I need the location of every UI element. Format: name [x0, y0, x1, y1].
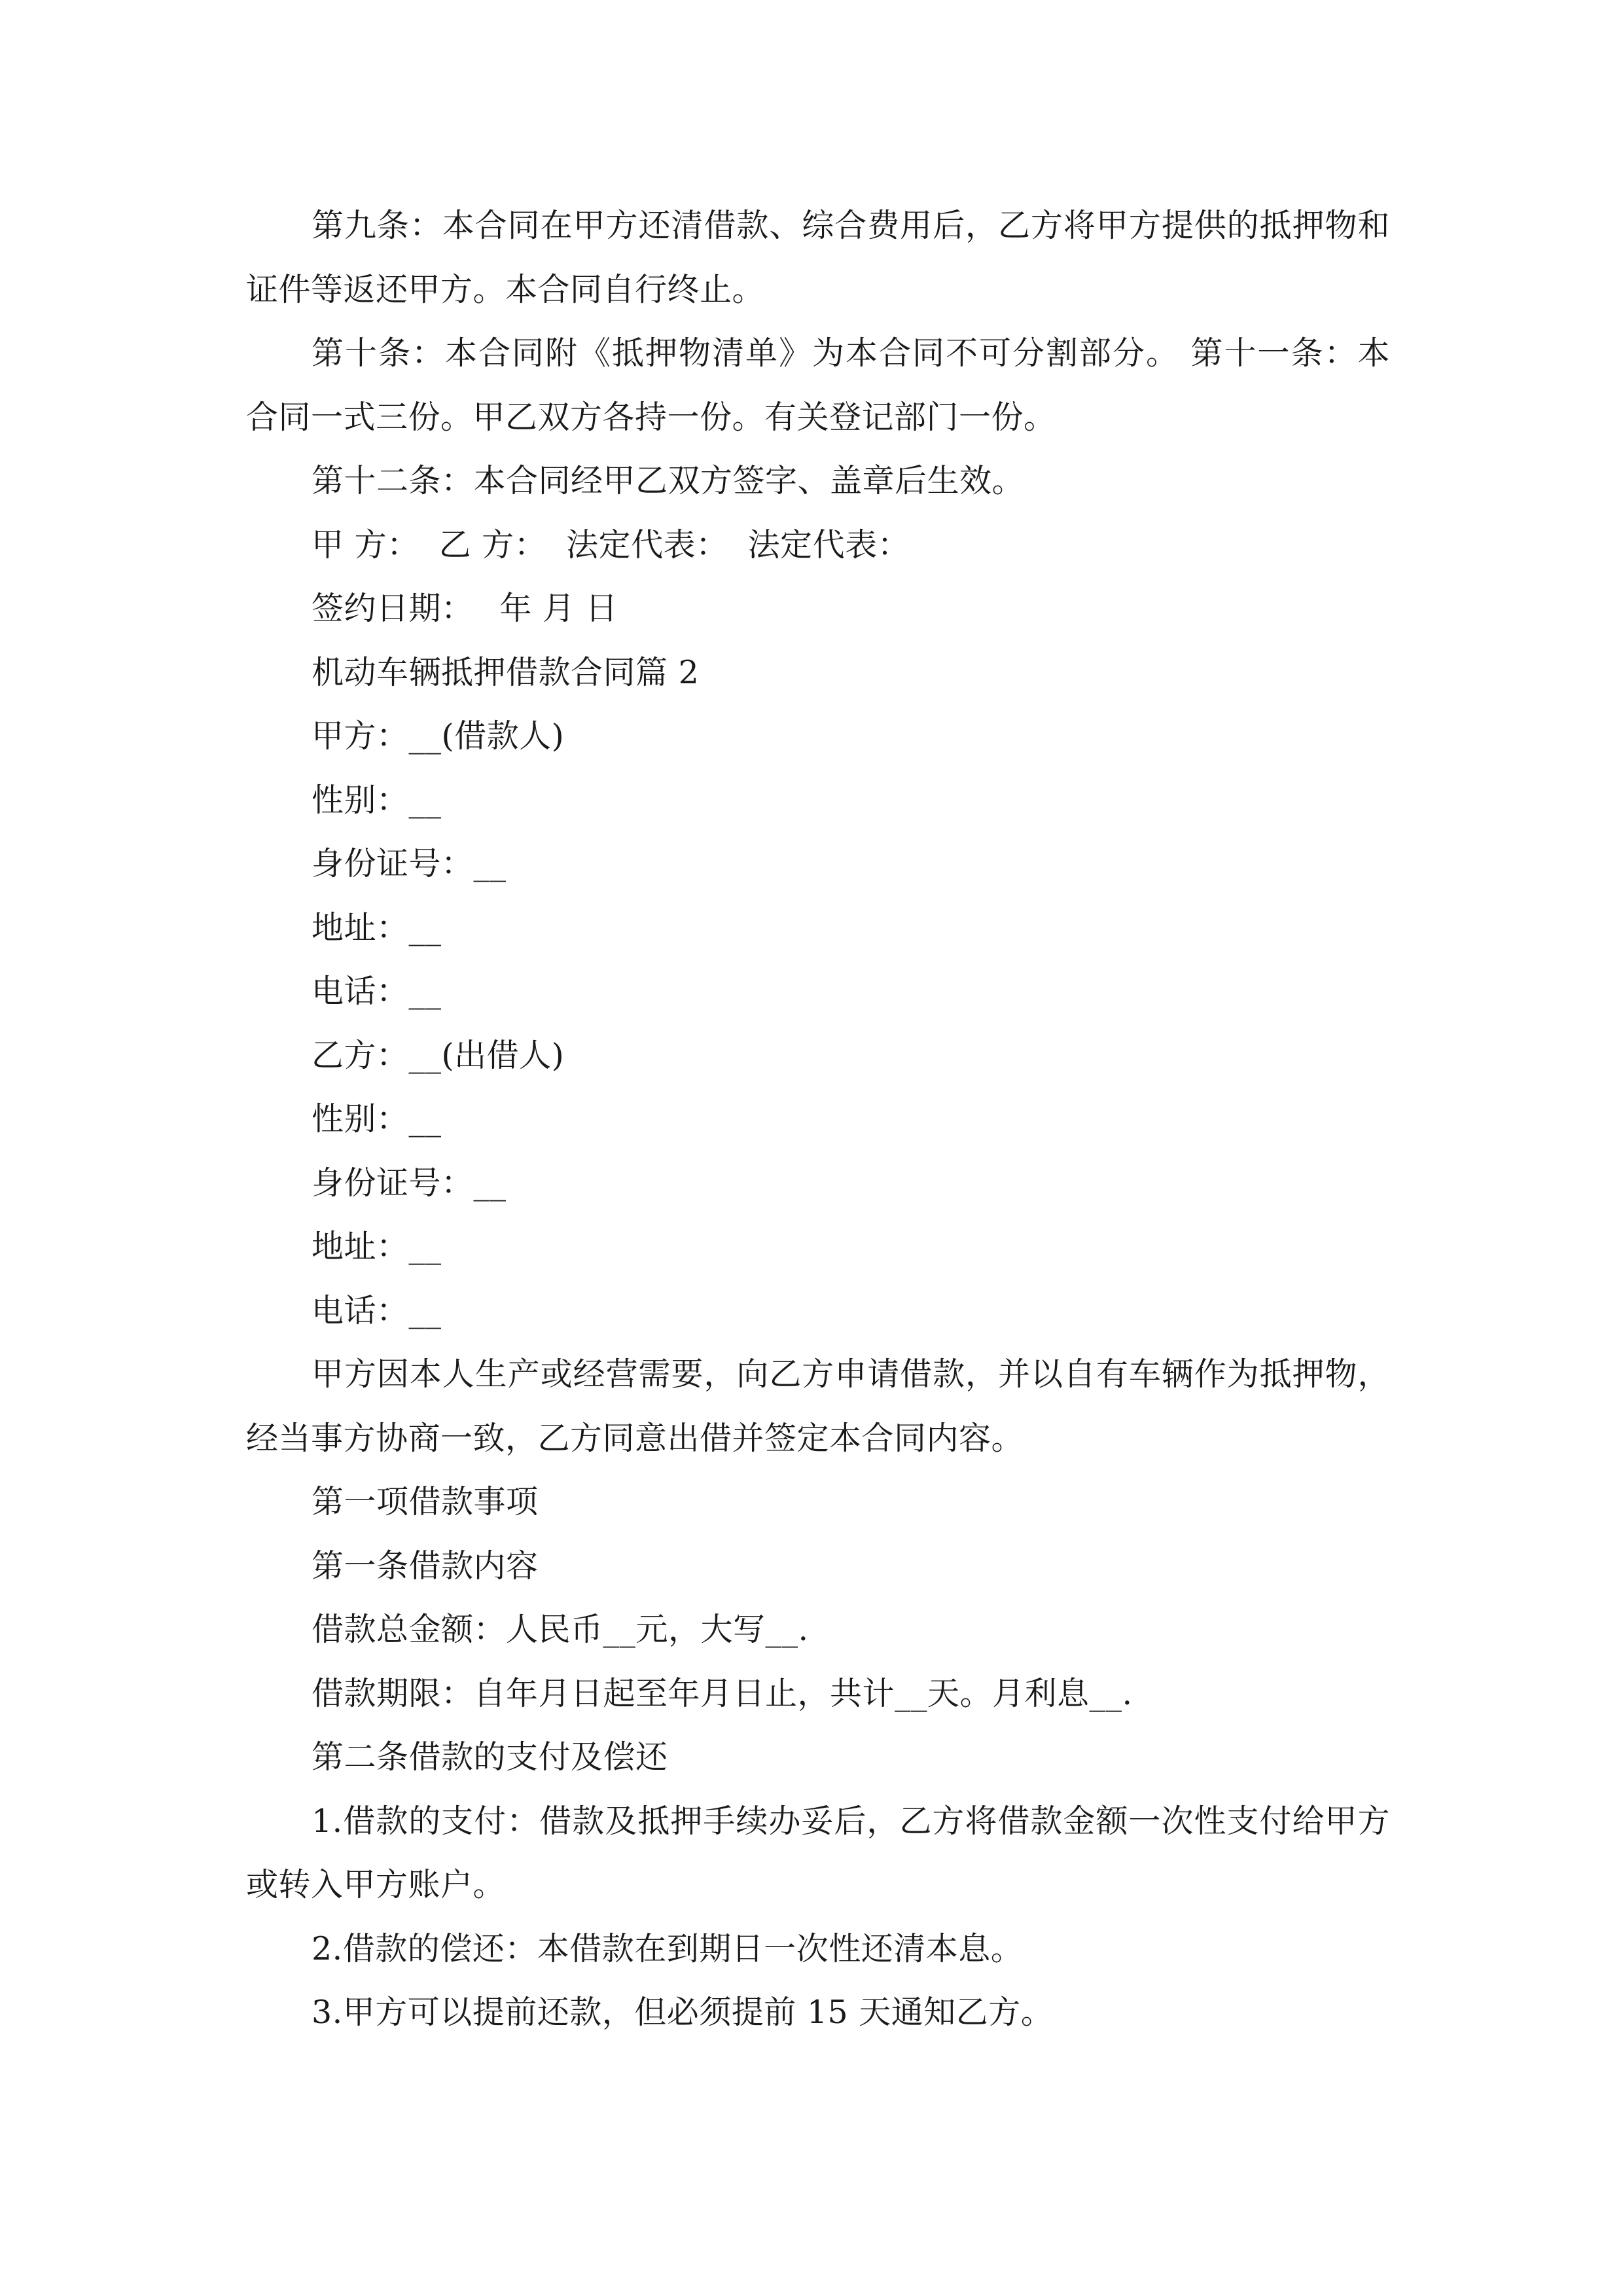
signature-party-a: 甲 方： [312, 526, 419, 564]
party-b-id-number: 身份证号：__ [312, 1164, 507, 1202]
signature-row [246, 513, 1390, 577]
signing-date-value: 年 月 日 [499, 590, 618, 627]
article-9-line-2: 证件等返还甲方。本合同自行终止。 [246, 270, 765, 308]
article-10-line-1: 第十条：本合同附《抵押物清单》为本合同不可分割部分。 第十一条：本 [312, 334, 1390, 372]
party-a: 甲方：__(借款人) [312, 717, 565, 755]
clause-1-title: 第一条借款内容 [312, 1547, 539, 1585]
intro-line-1: 甲方因本人生产或经营需要，向乙方申请借款，并以自有车辆作为抵押物， [312, 1355, 1390, 1393]
party-b-address: 地址：__ [312, 1228, 442, 1265]
clause-2-title: 第二条借款的支付及偿还 [312, 1738, 668, 1776]
payment-2: 2.借款的偿还：本借款在到期日一次性还清本息。 [312, 1929, 1024, 1967]
section-2-title: 机动车辆抵押借款合同篇 2 [312, 653, 700, 691]
loan-term: 借款期限：自年月日起至年月日止，共计__天。月利息__. [312, 1674, 1133, 1712]
party-b-gender: 性别：__ [312, 1100, 442, 1138]
party-a-gender: 性别：__ [312, 781, 442, 819]
signature-rep-a: 法定代表： [566, 526, 728, 564]
signature-rep-b: 法定代表： [747, 526, 910, 564]
party-a-id-number: 身份证号：__ [312, 845, 507, 882]
item-1-title: 第一项借款事项 [312, 1483, 539, 1520]
party-a-address: 地址：__ [312, 908, 442, 946]
article-9-line-1: 第九条：本合同在甲方还清借款、综合费用后，乙方将甲方提供的抵押物和 [312, 207, 1390, 244]
payment-3: 3.甲方可以提前还款，但必须提前 15 天通知乙方。 [312, 1994, 1054, 2031]
loan-amount: 借款总金额：人民币__元，大写__. [312, 1611, 809, 1648]
party-b: 乙方：__(出借人) [312, 1036, 565, 1074]
signing-date-label: 签约日期： [312, 590, 474, 627]
signature-party-b: 乙 方： [438, 526, 547, 564]
party-b-phone: 电话：__ [312, 1291, 442, 1329]
payment-1-line-2: 或转入甲方账户。 [246, 1866, 506, 1903]
intro-line-2: 经当事方协商一致，乙方同意出借并签定本合同内容。 [246, 1419, 1024, 1457]
payment-1-line-1: 1.借款的支付：借款及抵押手续办妥后，乙方将借款金额一次性支付给甲方 [312, 1802, 1390, 1840]
article-12: 第十二条：本合同经甲乙双方签字、盖章后生效。 [312, 462, 1025, 499]
party-a-phone: 电话：__ [312, 973, 442, 1010]
signing-date-row [246, 577, 1390, 641]
document-body [246, 194, 1390, 2045]
article-10-line-2: 合同一式三份。甲乙双方各持一份。有关登记部门一份。 [246, 398, 1056, 436]
